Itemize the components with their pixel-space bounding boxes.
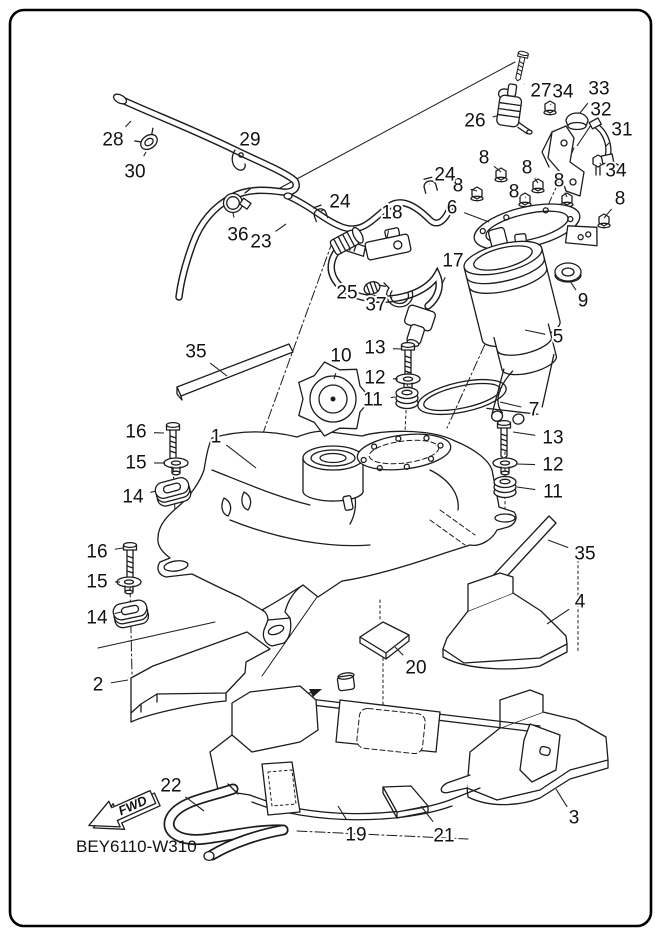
leader-line-34 <box>600 163 601 164</box>
callout-12: 12 <box>364 367 386 389</box>
callout-5: 5 <box>552 326 564 348</box>
leader-line-35 <box>548 540 568 548</box>
callout-19: 19 <box>345 824 367 846</box>
callout-10: 10 <box>330 345 352 367</box>
callout-27: 27 <box>530 80 552 102</box>
leader-line-37 <box>391 297 392 298</box>
fuel-cap-10 <box>299 362 371 436</box>
callout-11: 11 <box>363 389 383 411</box>
callout-8: 8 <box>521 157 533 179</box>
cap-33 <box>566 113 588 130</box>
leader-line-9 <box>570 281 576 290</box>
callout-32: 32 <box>590 99 612 121</box>
leader-line-29 <box>240 156 241 157</box>
fwd-label: FWD <box>115 792 150 819</box>
grommet-9 <box>555 263 581 282</box>
callout-34: 34 <box>552 81 574 103</box>
callout-6: 6 <box>446 197 458 219</box>
callout-3: 3 <box>568 807 580 829</box>
bolt-16-lower <box>124 543 137 581</box>
callout-26: 26 <box>464 110 486 132</box>
callout-15: 15 <box>86 571 108 593</box>
callout-24: 24 <box>329 191 351 213</box>
washer-15-upper <box>164 458 188 475</box>
callout-12: 12 <box>542 454 564 476</box>
grommet-11-right <box>494 477 516 498</box>
leader-line-30 <box>144 152 146 156</box>
callout-33: 33 <box>588 78 610 100</box>
pad-4 <box>443 573 567 669</box>
callout-29: 29 <box>239 129 261 151</box>
callout-35: 35 <box>574 543 596 565</box>
callout-14: 14 <box>122 486 144 508</box>
diagram-code: BEY6110-W310 <box>76 837 197 856</box>
bolt-16-upper <box>167 423 180 461</box>
callout-9: 9 <box>577 290 589 312</box>
bolt-13-right <box>498 421 511 459</box>
callout-11: 11 <box>543 481 563 503</box>
leader-line-36 <box>233 213 234 217</box>
callout-25: 25 <box>336 282 358 304</box>
callout-28: 28 <box>102 129 124 151</box>
callout-37: 37 <box>365 294 387 316</box>
callout-8: 8 <box>508 181 520 203</box>
leader-line-13 <box>513 432 535 435</box>
callout-8: 8 <box>452 175 464 197</box>
leader-line-6 <box>464 213 489 222</box>
callout-24: 24 <box>434 164 456 186</box>
callout-18: 18 <box>381 202 403 224</box>
callout-8: 8 <box>614 188 626 210</box>
callout-34: 34 <box>605 160 627 182</box>
callout-16: 16 <box>125 421 147 443</box>
callout-1: 1 <box>210 426 222 448</box>
fuel-tank-1 <box>158 426 516 646</box>
leader-line-16 <box>115 548 123 549</box>
callout-4: 4 <box>574 591 586 613</box>
callout-13: 13 <box>542 427 564 449</box>
grommet-11-left <box>396 388 418 409</box>
callout-16: 16 <box>86 541 108 563</box>
leader-line-31 <box>606 143 609 146</box>
leader-line-24 <box>321 210 324 211</box>
leader-line-2 <box>111 680 128 683</box>
hose-23 <box>284 193 450 229</box>
hose-28 <box>112 92 296 297</box>
callout-2: 2 <box>92 674 104 696</box>
leader-line-11 <box>517 487 535 490</box>
fwd-arrow <box>83 783 163 842</box>
callout-31: 31 <box>611 119 633 141</box>
callout-14: 14 <box>86 607 108 629</box>
callout-35: 35 <box>185 341 207 363</box>
leader-line-33 <box>580 103 588 113</box>
nut-34-a <box>544 101 556 115</box>
leader-line-34 <box>550 104 551 105</box>
callout-36: 36 <box>227 224 249 246</box>
pad-21 <box>383 786 428 818</box>
washer-12-right <box>493 458 517 475</box>
clamp-30 <box>135 128 162 153</box>
grommet-14-lower <box>112 599 150 630</box>
leader-line-4 <box>547 609 569 624</box>
leader-line-11 <box>391 397 395 398</box>
leader-line-7 <box>500 402 521 407</box>
leader-line-3 <box>556 789 567 807</box>
leader-line-28 <box>125 121 131 127</box>
washer-15-lower <box>117 577 141 594</box>
bolt-27 <box>513 51 529 82</box>
callout-20: 20 <box>405 657 427 679</box>
callout-8: 8 <box>478 147 490 169</box>
leader-line-12 <box>516 464 535 465</box>
callout-13: 13 <box>364 337 386 359</box>
callout-17: 17 <box>442 250 464 272</box>
leader-line-23 <box>276 224 286 231</box>
callout-21: 21 <box>433 825 455 847</box>
fuel-pump-5 <box>445 219 581 430</box>
callout-15: 15 <box>125 452 147 474</box>
callout-30: 30 <box>124 161 146 183</box>
leader-line-26 <box>493 116 497 117</box>
callout-8: 8 <box>553 170 565 192</box>
callout-23: 23 <box>250 231 272 253</box>
callout-7: 7 <box>528 399 540 421</box>
callout-22: 22 <box>160 775 182 797</box>
